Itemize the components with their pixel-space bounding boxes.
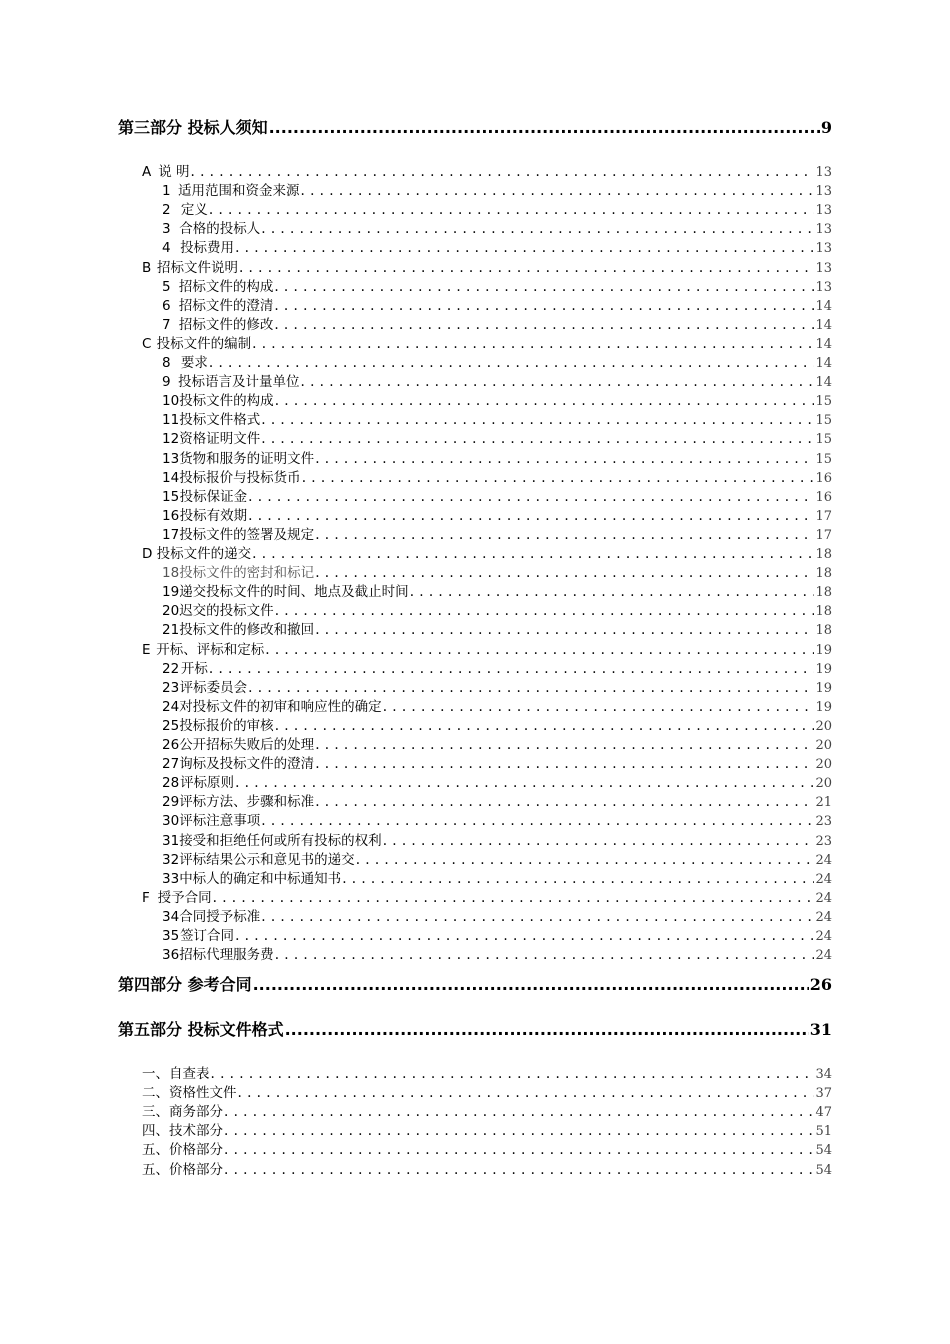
entry-number: 29 [162, 794, 180, 810]
dot-leader [261, 221, 814, 236]
entry-label: 招标文件的修改 [178, 316, 274, 332]
entry-label: 询标及投标文件的澄清 [179, 756, 315, 772]
entry-label: 签订合同 [180, 928, 235, 943]
toc-entry [118, 1119, 832, 1138]
page-number: 15 [815, 432, 832, 447]
toc-entry [118, 695, 832, 714]
dot-leader [275, 947, 815, 962]
page-number: 14 [815, 375, 832, 390]
dot-leader [248, 680, 814, 695]
page-number: 23 [815, 814, 832, 829]
toc-entry [118, 714, 832, 733]
entry-label: 投标保证金 [179, 488, 248, 504]
dot-leader [253, 975, 809, 994]
entry-label: 资格证明文件 [179, 431, 261, 447]
page-number: 20 [815, 738, 832, 752]
dot-leader [275, 603, 815, 618]
dot-leader [252, 546, 814, 561]
dot-leader [209, 661, 815, 676]
entry-label: 对投标文件的初审和响应性的确定 [179, 698, 382, 714]
dot-leader [315, 527, 814, 542]
dot-leader [235, 775, 814, 790]
toc-entry [118, 905, 832, 924]
part-title: 第三部分 投标人须知 [118, 118, 268, 137]
dot-leader [209, 355, 815, 370]
entry-number: B [142, 259, 152, 275]
entry-label: 投标文件的修改和撤回 [179, 622, 315, 638]
entry-label: 适用范围和资金来源 [178, 183, 300, 199]
entry-number: E [142, 641, 151, 657]
toc-entry [118, 370, 832, 389]
entry-number: 27 [162, 756, 180, 772]
entry-number: 7 [162, 316, 171, 332]
entry-number: 24 [162, 698, 180, 714]
entry-number: 10 [162, 393, 180, 409]
entry-number: A [142, 164, 152, 179]
entry-label: 授予合同 [157, 889, 212, 905]
page-number: 20 [815, 757, 832, 772]
toc-entry [118, 256, 832, 275]
page-number: 20 [815, 776, 832, 791]
page-number: 31 [809, 1020, 832, 1039]
entry-number: 9 [162, 374, 171, 390]
toc-entry [118, 1138, 832, 1157]
entry-label: 三、商务部分 [142, 1104, 223, 1120]
toc-entry [118, 1062, 832, 1081]
dot-leader [269, 118, 820, 137]
entry-number: 25 [162, 717, 180, 733]
toc-entry [118, 313, 832, 332]
entry-number: 26 [162, 737, 180, 752]
page-number: 13 [815, 279, 832, 294]
dot-leader [356, 852, 815, 867]
entry-number: 4 [162, 240, 171, 256]
entry-label: 投标文件的密封和标记 [179, 565, 315, 581]
toc-entry [118, 848, 832, 867]
toc-entry [118, 236, 832, 255]
entry-label: 迟交的投标文件 [179, 603, 274, 619]
toc-entry [118, 943, 832, 962]
entry-label: 招标文件说明 [156, 259, 238, 275]
dot-leader [302, 470, 815, 485]
dot-leader [252, 336, 814, 351]
entry-number: 21 [162, 622, 180, 638]
dot-leader [211, 1066, 815, 1081]
entry-number: 22 [162, 660, 180, 676]
toc-entry [118, 217, 832, 236]
toc-entry [118, 179, 832, 198]
toc-entry [118, 599, 832, 618]
toc-part-5 [118, 1017, 832, 1041]
entry-number: 16 [162, 507, 180, 523]
toc-entry [118, 638, 832, 657]
entry-number: F [142, 889, 150, 905]
entry-number: 19 [162, 584, 180, 600]
entry-label: 评标注意事项 [179, 813, 261, 829]
page-number: 17 [815, 508, 832, 523]
dot-leader [224, 1162, 814, 1177]
page-number: 14 [815, 356, 832, 370]
entry-number: 14 [162, 469, 180, 485]
dot-leader [239, 260, 815, 275]
page-number: 13 [815, 260, 832, 275]
entry-number: 30 [162, 813, 180, 829]
toc-entry [118, 924, 832, 943]
entry-number: C [142, 335, 152, 351]
page-number: 54 [815, 1162, 832, 1177]
toc-entry [118, 160, 832, 179]
entry-label: 五、价格部分 [142, 1161, 223, 1177]
toc-entry [118, 466, 832, 485]
toc-entry [118, 294, 832, 313]
entry-number: 12 [162, 431, 180, 447]
page-number: 13 [815, 165, 832, 179]
toc-entry [118, 485, 832, 504]
toc-entry [118, 886, 832, 905]
toc-part-3 [118, 115, 832, 139]
entry-number: D [142, 546, 153, 561]
page-number: 14 [815, 298, 832, 313]
entry-label: 投标费用 [180, 240, 235, 256]
toc-entry [118, 1158, 832, 1177]
toc-entry [118, 408, 832, 427]
toc-entry [118, 752, 832, 771]
dot-leader [261, 813, 814, 828]
toc-entry [118, 790, 832, 809]
toc-entry [118, 198, 832, 217]
part-title: 第四部分 参考合同 [118, 975, 252, 994]
entry-label: 评标原则 [180, 775, 235, 791]
toc-entry [118, 829, 832, 848]
dot-leader [315, 565, 814, 580]
dot-leader [274, 317, 814, 332]
entry-label: 评标委员会 [179, 679, 248, 695]
entry-number: 34 [162, 908, 180, 924]
dot-leader [383, 833, 815, 848]
toc-entry [118, 809, 832, 828]
dot-leader [315, 794, 814, 809]
toc-part-4 [118, 972, 832, 996]
entry-number: 13 [162, 450, 180, 466]
entry-label: 合同授予标准 [179, 908, 261, 924]
page-number: 18 [815, 604, 832, 619]
page-number: 18 [815, 566, 832, 581]
dot-leader [248, 489, 814, 504]
dot-leader [224, 1104, 814, 1119]
page-number: 13 [815, 222, 832, 237]
entry-number: 18 [162, 565, 180, 581]
entry-number: 6 [162, 297, 171, 313]
entry-label: 五、价格部分 [142, 1142, 223, 1158]
dot-leader [191, 164, 815, 179]
page-number: 13 [815, 184, 832, 199]
entry-label: 投标文件的签署及规定 [179, 526, 315, 542]
entry-number: 2 [162, 202, 171, 218]
toc-entry [118, 332, 832, 351]
toc-entry [118, 542, 832, 561]
dot-leader [410, 584, 815, 599]
page-number: 15 [815, 413, 832, 428]
page-number: 16 [815, 470, 832, 485]
entry-label: 中标人的确定和中标通知书 [179, 870, 342, 886]
toc-entry [118, 504, 832, 523]
entry-number: 28 [162, 775, 180, 791]
page-number: 15 [815, 394, 832, 409]
page-number: 34 [815, 1067, 832, 1081]
entry-label: 投标报价的审核 [179, 717, 274, 733]
toc-entry [118, 389, 832, 408]
entry-label: 投标文件的构成 [179, 393, 274, 409]
dot-leader [315, 622, 814, 637]
page-number: 24 [815, 948, 832, 963]
page-number: 37 [815, 1086, 832, 1101]
dot-leader [301, 183, 815, 198]
entry-label: 接受和拒绝任何或所有投标的权利 [179, 832, 382, 848]
toc-entry [118, 447, 832, 466]
page-number: 19 [815, 699, 832, 714]
part-title: 第五部分 投标文件格式 [118, 1020, 284, 1039]
entry-label: 四、技术部分 [142, 1123, 223, 1139]
dot-leader [275, 393, 815, 408]
toc-entry [118, 427, 832, 446]
dot-leader [261, 412, 814, 427]
entry-label: 合格的投标人 [179, 221, 261, 237]
toc-entry [118, 676, 832, 695]
page-number: 24 [815, 929, 832, 943]
toc-entry [118, 1081, 832, 1100]
entry-number: 1 [162, 183, 171, 199]
entry-number: 5 [162, 278, 171, 294]
toc-entry [118, 351, 832, 370]
dot-leader [274, 298, 814, 313]
page-number: 18 [815, 585, 832, 600]
entry-number: 17 [162, 526, 180, 542]
dot-leader [248, 508, 814, 523]
entry-number: 23 [162, 679, 180, 695]
page-number: 13 [815, 241, 832, 256]
page-number: 26 [809, 975, 832, 994]
entry-label: 评标结果公示和意见书的递交 [179, 851, 355, 867]
entry-label: 投标文件的编制 [156, 335, 252, 351]
dot-leader [261, 431, 814, 446]
entry-label: 招标代理服务费 [179, 947, 274, 963]
entry-number: 3 [162, 221, 171, 237]
toc-entry [118, 618, 832, 637]
dot-leader [238, 1085, 815, 1100]
dot-leader [301, 374, 815, 389]
entry-number: 20 [162, 603, 180, 619]
entry-label: 投标语言及计量单位 [178, 374, 300, 390]
entry-number: 32 [162, 851, 180, 867]
page-number: 9 [820, 118, 832, 137]
entry-number: 36 [162, 947, 180, 963]
page-number: 17 [815, 527, 832, 542]
entry-label: 评标方法、步骤和标准 [179, 794, 315, 810]
page-number: 19 [815, 642, 832, 657]
dot-leader [235, 928, 814, 943]
toc-entry [118, 561, 832, 580]
page-number: 23 [815, 833, 832, 848]
dot-leader [315, 737, 814, 752]
page-number: 19 [815, 661, 832, 676]
page-number: 19 [815, 680, 832, 695]
page-number: 20 [815, 718, 832, 733]
page-number: 14 [815, 336, 832, 351]
toc-entry [118, 733, 832, 752]
page-number: 24 [815, 890, 832, 905]
page-number: 47 [815, 1105, 832, 1120]
dot-leader [213, 890, 815, 905]
dot-leader [265, 642, 814, 657]
dot-leader [315, 451, 814, 466]
toc-entry [118, 657, 832, 676]
dot-leader [261, 909, 814, 924]
entry-label: 说 明 [158, 164, 190, 179]
entry-label: 递交投标文件的时间、地点及截止时间 [179, 584, 409, 600]
dot-leader [285, 1020, 809, 1039]
entry-label: 开标 [180, 660, 208, 676]
page-number: 18 [815, 547, 832, 561]
entry-number: 35 [162, 928, 180, 943]
dot-leader [224, 1123, 814, 1138]
entry-label: 公开招标失败后的处理 [179, 737, 315, 752]
entry-number: 15 [162, 488, 180, 504]
dot-leader [383, 699, 815, 714]
entry-label: 投标文件的递交 [156, 546, 252, 561]
page-number: 21 [815, 795, 832, 810]
page-number: 24 [815, 852, 832, 867]
toc-entry [118, 523, 832, 542]
entry-label: 招标文件的构成 [178, 278, 274, 294]
entry-label: 货物和服务的证明文件 [179, 450, 315, 466]
entry-number: 11 [162, 412, 180, 428]
page-number: 24 [815, 909, 832, 924]
page-number: 14 [815, 317, 832, 332]
page-number: 15 [815, 451, 832, 466]
entry-label: 二、资格性文件 [142, 1085, 237, 1101]
toc-entry [118, 1100, 832, 1119]
page-number: 16 [815, 489, 832, 504]
dot-leader [209, 202, 815, 217]
entry-label: 投标报价与投标货币 [179, 469, 301, 485]
toc-entry [118, 580, 832, 599]
toc-entry [118, 275, 832, 294]
page-number: 24 [815, 871, 832, 886]
page-number: 51 [815, 1124, 832, 1139]
entry-label: 一、自查表 [142, 1066, 210, 1081]
toc-entry [118, 867, 832, 886]
entry-label: 开标、评标和定标 [156, 641, 265, 657]
dot-leader [275, 718, 815, 733]
entry-number: 31 [162, 832, 180, 848]
entry-label: 投标有效期 [179, 507, 248, 523]
dot-leader [235, 240, 814, 255]
dot-leader [224, 1142, 814, 1157]
entry-number: 8 [162, 355, 171, 370]
page-number: 54 [815, 1143, 832, 1158]
entry-label: 招标文件的澄清 [178, 297, 274, 313]
entry-number: 33 [162, 870, 180, 886]
page-number: 13 [815, 203, 832, 218]
toc-entry [118, 771, 832, 790]
dot-leader [342, 871, 814, 886]
dot-leader [274, 279, 814, 294]
entry-label: 定义 [180, 202, 208, 218]
dot-leader [315, 756, 814, 771]
page-number: 18 [815, 623, 832, 638]
entry-label: 要求 [180, 355, 208, 370]
entry-label: 投标文件格式 [179, 412, 261, 428]
